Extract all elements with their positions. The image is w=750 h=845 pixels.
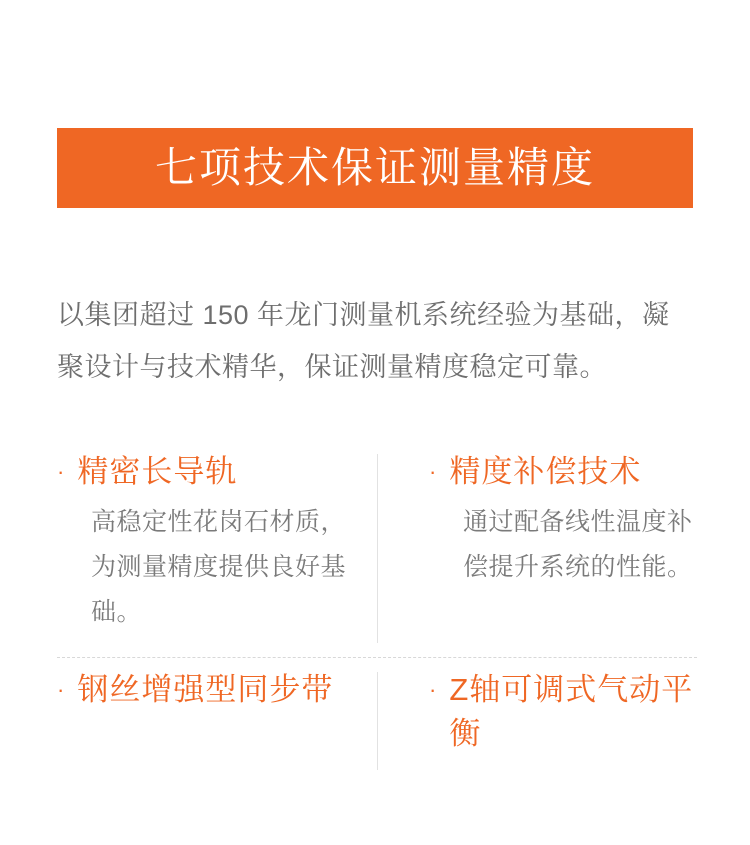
feature-item-z-axis-balance bbox=[377, 658, 697, 784]
feature-row bbox=[57, 440, 697, 657]
feature-title-text: Z轴可调式气动平衡 bbox=[449, 672, 694, 751]
feature-item-accuracy-compensation bbox=[377, 440, 697, 657]
feature-description: 高稳定性花岗石材质，为测量精度提供良好基础。 bbox=[91, 508, 347, 626]
page-title: 七项技术保证测量精度 bbox=[154, 144, 595, 191]
bullet-icon: · bbox=[429, 459, 438, 484]
bullet-icon: · bbox=[429, 677, 438, 702]
feature-title bbox=[429, 668, 697, 756]
feature-title bbox=[429, 450, 697, 494]
feature-item-steel-belt bbox=[57, 658, 377, 784]
bullet-icon: · bbox=[57, 459, 66, 484]
feature-description: 通过配备线性温度补偿提升系统的性能。 bbox=[463, 508, 693, 581]
bullet-icon: · bbox=[57, 677, 66, 702]
feature-item-precision-rail bbox=[57, 440, 377, 657]
feature-row bbox=[57, 657, 697, 784]
feature-title-text: 精密长导轨 bbox=[77, 454, 238, 489]
feature-title-text: 钢丝增强型同步带 bbox=[77, 672, 334, 707]
feature-title-text: 精度补偿技术 bbox=[449, 454, 642, 489]
section-banner bbox=[57, 128, 693, 208]
feature-title bbox=[57, 450, 351, 494]
feature-grid bbox=[57, 440, 697, 784]
feature-title bbox=[57, 668, 351, 712]
intro-paragraph: 以集团超过 150 年龙门测量机系统经验为基础，凝聚设计与技术精华，保证测量精度稳定可靠。 bbox=[57, 300, 670, 382]
